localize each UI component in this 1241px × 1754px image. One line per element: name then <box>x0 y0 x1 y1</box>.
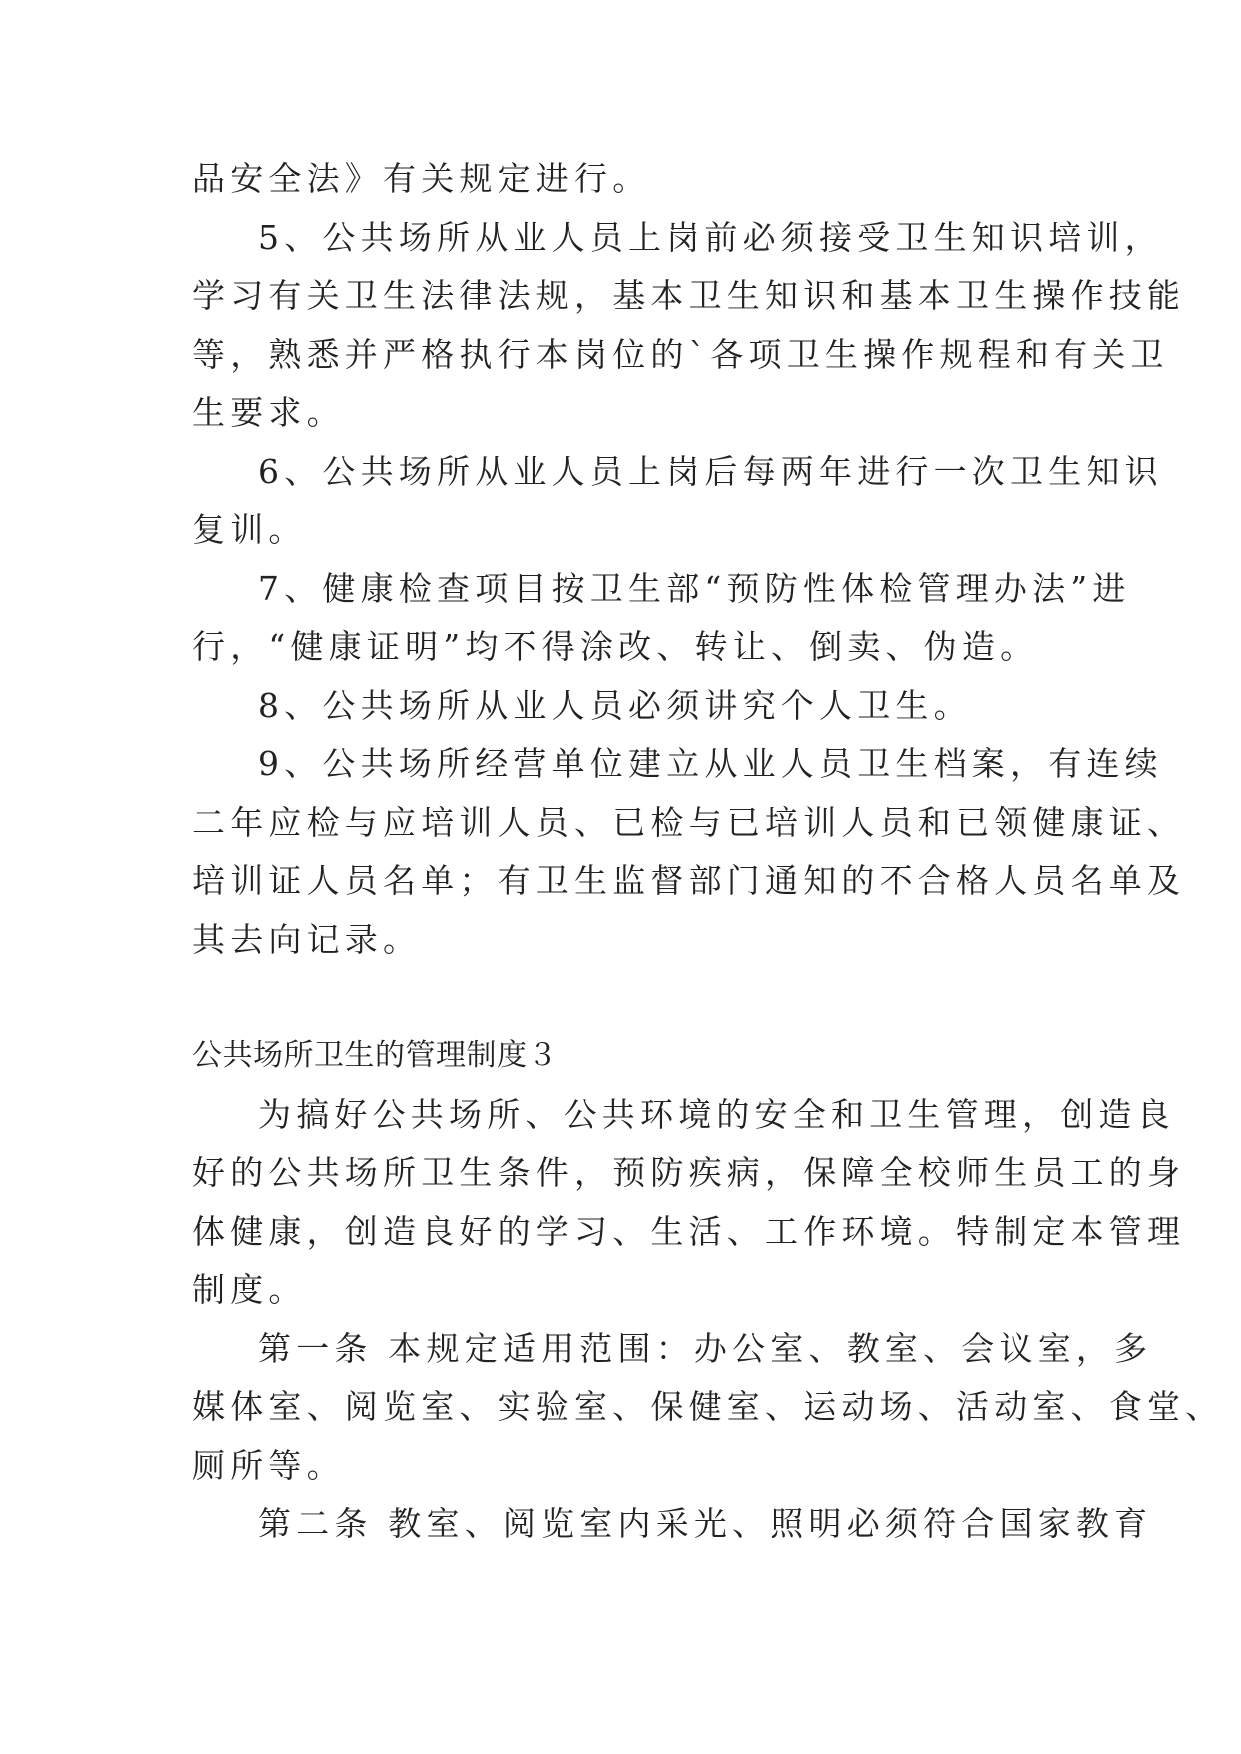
paragraph-line: 9、公共场所经营单位建立从业人员卫生档案，有连续 <box>258 744 1163 783</box>
paragraph-line: 培训证人员名单；有卫生监督部门通知的不合格人员名单及 <box>192 861 1186 900</box>
paragraph-line: 厕所等。 <box>192 1445 345 1485</box>
document-page <box>192 150 1224 1554</box>
paragraph-line: 品安全法》有关规定进行。 <box>192 159 651 198</box>
paragraph-line: 二年应检与应培训人员、已检与已培训人员和已领健康证、 <box>192 802 1186 842</box>
paragraph-line: 体健康，创造良好的学习、生活、工作环境。特制定本管理 <box>192 1211 1186 1251</box>
paragraph-line: 复训。 <box>192 510 307 549</box>
paragraph-line: 第二条 教室、阅览室内采光、照明必须符合国家教育 <box>258 1504 1153 1543</box>
text-block-after <box>192 1086 1224 1554</box>
paragraph-line: 制度。 <box>192 1270 307 1309</box>
paragraph-line: 7、健康检查项目按卫生部“预防性体检管理办法”进 <box>258 568 1131 608</box>
paragraph-line: 其去向记录。 <box>192 919 422 959</box>
paragraph-line: 好的公共场所卫生条件，预防疾病，保障全校师生员工的身 <box>192 1153 1186 1192</box>
paragraph-line: 等，熟悉并严格执行本岗位的`各项卫生操作规程和有关卫 <box>192 334 1169 374</box>
text-block-before <box>192 150 1186 969</box>
paragraph-line: 行，“健康证明”均不得涂改、转让、倒卖、伪造。 <box>192 627 1039 666</box>
paragraph-line: 8、公共场所从业人员必须讲究个人卫生。 <box>258 685 972 725</box>
paragraph-line: 学习有关卫生法律法规，基本卫生知识和基本卫生操作技能 <box>192 276 1186 315</box>
section-title: 公共场所卫生的管理制度３ <box>192 1038 558 1073</box>
paragraph-line: 媒体室、阅览室、实验室、保健室、运动场、活动室、食堂、 <box>192 1387 1224 1426</box>
paragraph-line: 6、公共场所从业人员上岗后每两年进行一次卫生知识 <box>258 451 1163 491</box>
paragraph-line: 5、公共场所从业人员上岗前必须接受卫生知识培训， <box>258 217 1163 257</box>
paragraph-line: 第一条 本规定适用范围：办公室、教室、会议室，多 <box>258 1328 1153 1368</box>
paragraph-line: 为搞好公共场所、公共环境的安全和卫生管理，创造良 <box>258 1094 1175 1134</box>
paragraph-line: 生要求。 <box>192 393 345 432</box>
section-gap <box>192 969 1050 1027</box>
